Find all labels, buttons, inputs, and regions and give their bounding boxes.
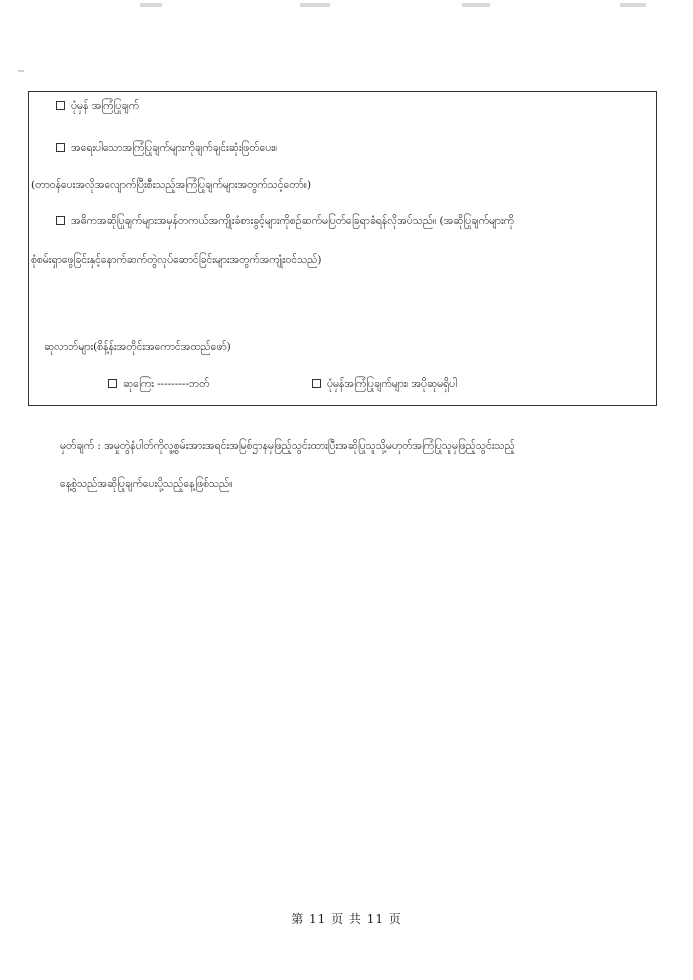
option-normal-label: ပုံမှန် အကြံပြုချက် [71, 100, 140, 112]
option-important-label: အရေးပါသောအကြံပြုချက်များကိုချက်ချင်းဆုံးဖြတ်ပေး။ [71, 142, 278, 154]
checkbox-icon[interactable] [56, 143, 65, 152]
award-option-bonus[interactable] [108, 377, 209, 391]
award-option-bonus-label: ဆုကြေး ---------ဘတ် [123, 378, 210, 390]
option-normal[interactable] [56, 99, 139, 113]
option-major-label: အဓိကအဆိုပြုချက်များအမှန်တကယ်အကျိုးခံစားခွင့်များကိုစဉ်ဆက်မပြတ်ခြေရာခံရန်လိုအပ်သည်။ (အဆိုပြုချက်များကို [71, 215, 514, 227]
option-major-continuation: စုံစမ်းရှာဖွေခြင်းနှင့်နောက်ဆက်တွဲလုပ်ဆောင်ခြင်းများအတွက်အကျုံးဝင်သည်) [31, 254, 322, 266]
note-line-1: မှတ်ချက် : အမှုတွဲနံပါတ်ကိုလူ့စွမ်းအားအရင်းအမြစ်ဌာနမှဖြည့်သွင်းထားပြီးအဆိုပြုသူသို့မဟုတ်အကြံပြုသူမှဖြည့်သွင်းသည့် [60, 440, 515, 452]
suggestion-options-box [28, 91, 657, 406]
checkbox-icon[interactable] [56, 101, 65, 110]
checkbox-icon[interactable] [56, 216, 65, 225]
page-number: 第 11 页 共 11 页 [291, 912, 402, 926]
award-option-none-label: ပုံမှန်အကြံပြုချက်များ၊ အပိုဆုမရှိပါ [327, 378, 457, 390]
option-important[interactable] [56, 141, 277, 155]
note-line-2: နေ့စွဲသည်အဆိုပြုချက်ပေးပို့သည့်နေ့ဖြစ်သည်။ [60, 478, 233, 490]
checkbox-icon[interactable] [312, 379, 321, 388]
award-option-none[interactable] [312, 377, 457, 391]
option-major[interactable] [56, 214, 514, 228]
checkbox-icon[interactable] [108, 379, 117, 388]
awards-heading: ဆုလာဘ်များ(စိန့်န်းအတိုင်းအကောင်အထည်ဖော်) [44, 341, 231, 353]
option-important-note: (တာဝန်ပေးအလိုအလျောက်ပြီးစီးသည့်အကြံပြုချက်များအတွက်သင့်တော်။) [31, 179, 312, 191]
scan-artifacts [0, 0, 693, 14]
scan-speck [18, 70, 24, 72]
